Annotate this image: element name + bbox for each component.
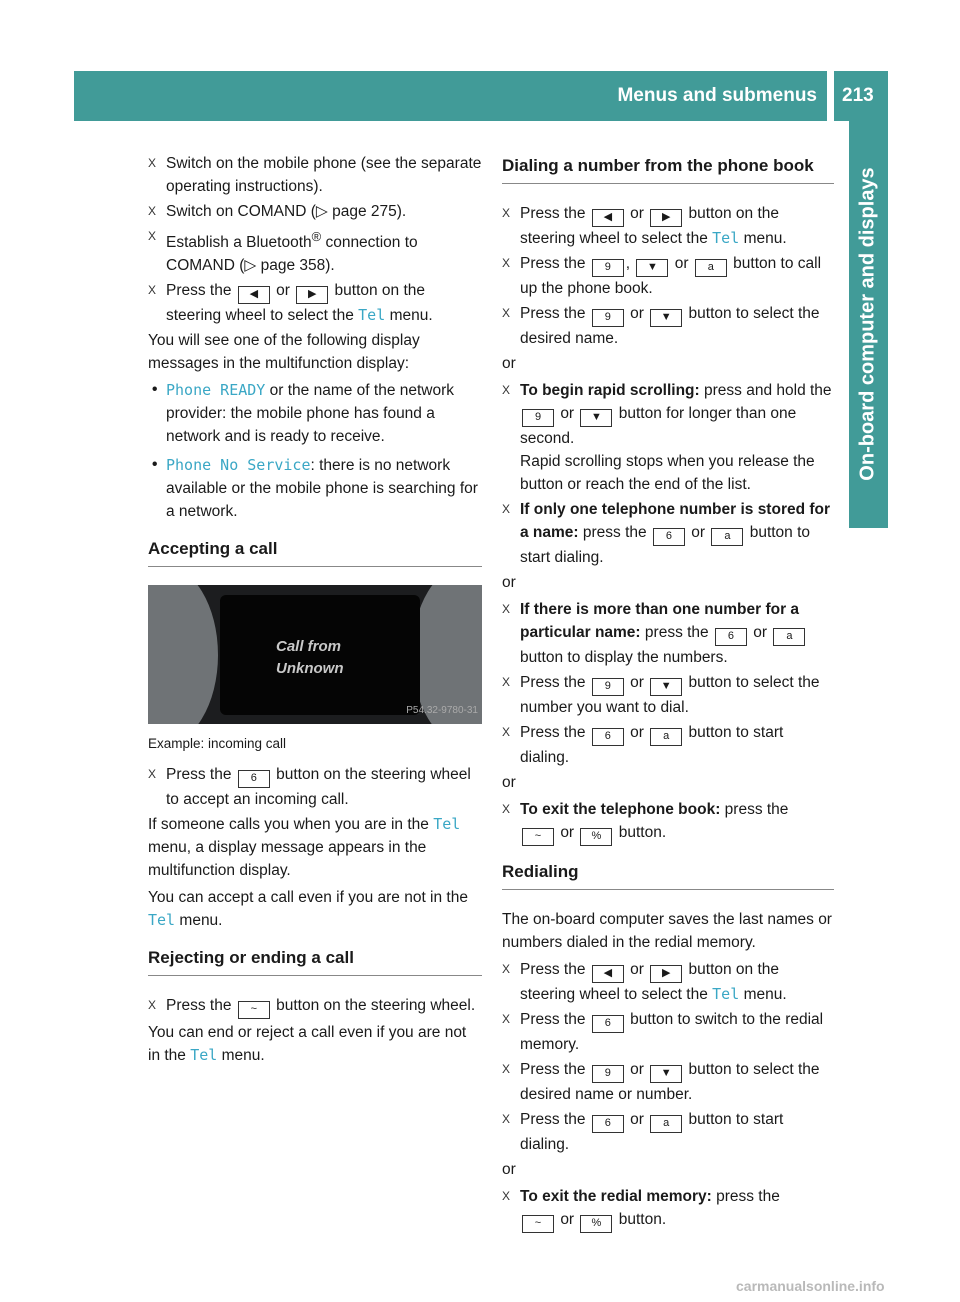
phone-button-icon: 6 (592, 728, 624, 746)
step-open-phone-book: X Press the 9 , ▼ or a button to call up the phone book. (502, 252, 834, 300)
back-button-icon: % (580, 828, 612, 846)
right-column (502, 152, 834, 1235)
step-one-number: X If only one telephone number is stored for a name: press the 6 or a button to start dialing. (502, 498, 834, 569)
back-button-icon: % (580, 1215, 612, 1233)
display-caller: Unknown (276, 660, 344, 678)
side-tab-label: On-board computer and displays (856, 167, 879, 481)
step-rapid-scrolling: X To begin rapid scrolling: press and hold the 9 or ▼ button for longer than one second. Rapid scrolling stops when you release the button or reach the end of the list. (502, 379, 834, 496)
left-arrow-button-icon: ◀ (592, 209, 624, 227)
down-button-icon: ▼ (650, 678, 682, 696)
bullet-phone-no-service: • Phone No Service: there is no network available or the mobile phone is searching for a network. (152, 456, 478, 521)
heading-rejecting-call: Rejecting or ending a call (148, 946, 482, 976)
step-marker-icon: X (502, 962, 511, 976)
step-reject-call: X Press the ~ button on the steering wheel. (148, 994, 482, 1019)
up-button-icon: 9 (522, 409, 554, 427)
phone-button-icon: 6 (715, 628, 747, 646)
step-select-tel-redial: X Press the ◀ or ▶ button on the steering wheel to select the Tel menu. (502, 958, 834, 1006)
step-accept-call: X Press the 6 button on the steering wheel to accept an incoming call. (148, 763, 482, 811)
down-button-icon: ▼ (636, 259, 668, 277)
phone-button-icon: 6 (592, 1115, 624, 1133)
up-button-icon: 9 (592, 1065, 624, 1083)
step-multiple-numbers: X If there is more than one number for a particular name: press the 6 or a button to display the numbers. (502, 598, 834, 669)
step-marker-icon: X (502, 502, 511, 516)
down-button-icon: ▼ (580, 409, 612, 427)
heading-dialing-phone-book: Dialing a number from the phone book (502, 154, 834, 184)
page-number-box (834, 71, 888, 121)
step-marker-icon: X (502, 1112, 511, 1126)
step-marker-icon: X (502, 802, 511, 816)
step-marker-icon: X (502, 206, 511, 220)
or-text: or (502, 774, 516, 791)
end-call-button-icon: ~ (522, 1215, 554, 1233)
step-select-tel: X Press the ◀ or ▶ button on the steering wheel to select the Tel menu. (148, 279, 482, 327)
step-marker-icon: X (502, 306, 511, 320)
down-button-icon: ▼ (650, 1065, 682, 1083)
ok-button-icon: a (773, 628, 805, 646)
step-switch-on-phone: X Switch on the mobile phone (see the separate operating instructions). (148, 152, 482, 198)
heading-accepting-call: Accepting a call (148, 537, 482, 567)
step-marker-icon: X (148, 283, 157, 298)
page-number: 213 (842, 85, 874, 106)
section-title: Menus and submenus (617, 85, 817, 106)
display-call-from: Call from (276, 638, 342, 656)
ok-button-icon: a (695, 259, 727, 277)
step-start-dialing: X Press the 6 or a button to start dialing. (502, 721, 834, 769)
step-marker-icon: X (148, 229, 157, 243)
step-bluetooth: X Establish a Bluetooth® connection to COMAND (▷ page 358). (148, 225, 482, 277)
left-arrow-button-icon: ◀ (592, 965, 624, 983)
ok-button-icon: a (650, 1115, 682, 1133)
paragraph-incoming-call: If someone calls you when you are in the Tel menu, a display message appears in the multifunction display. (148, 815, 461, 880)
right-arrow-button-icon: ▶ (650, 209, 682, 227)
step-marker-icon: X (502, 383, 511, 397)
down-button-icon: ▼ (650, 309, 682, 327)
right-arrow-button-icon: ▶ (296, 286, 328, 304)
step-exit-phone-book: X To exit the telephone book: press the ~ or % button. (502, 798, 834, 846)
step-marker-icon: X (502, 602, 511, 616)
step-marker-icon: X (502, 675, 511, 689)
incoming-call-image (148, 585, 482, 724)
step-select-tel: X Press the ◀ or ▶ button on the steering wheel to select the Tel menu. (502, 202, 834, 250)
left-column (148, 152, 482, 1071)
step-select-number: X Press the 9 or ▼ button to select the number you want to dial. (502, 671, 834, 719)
phone-button-icon: 6 (238, 770, 270, 788)
right-arrow-button-icon: ▶ (650, 965, 682, 983)
tel-menu-label: Tel (358, 306, 386, 325)
or-text: or (502, 574, 516, 591)
step-select-name: X Press the 9 or ▼ button to select the desired name. (502, 302, 834, 350)
or-text: or (502, 1161, 516, 1178)
step-marker-icon: X (148, 767, 157, 782)
step-switch-redial: X Press the 6 button to switch to the redial memory. (502, 1008, 834, 1056)
header-bar (74, 71, 827, 121)
step-marker-icon: X (148, 156, 157, 170)
ok-button-icon: a (711, 528, 743, 546)
image-code: P54.32-9780-31 (406, 705, 478, 717)
step-exit-redial: X To exit the redial memory: press the ~ or % button. (502, 1185, 834, 1233)
step-switch-on-comand: X Switch on COMAND (▷ page 275). (148, 200, 482, 223)
paragraph-redial-memory: The on-board computer saves the last names or numbers dialed in the redial memory. (502, 911, 832, 951)
display-message: Phone READY (166, 381, 266, 400)
step-marker-icon: X (502, 1062, 511, 1076)
end-call-button-icon: ~ (238, 1001, 270, 1019)
step-start-dialing-redial: X Press the 6 or a button to start dialing. (502, 1108, 834, 1156)
up-button-icon: 9 (592, 259, 624, 277)
phone-button-icon: 6 (592, 1015, 624, 1033)
ok-button-icon: a (650, 728, 682, 746)
step-marker-icon: X (148, 998, 157, 1013)
step-marker-icon: X (502, 725, 511, 739)
side-tab (849, 121, 888, 528)
step-marker-icon: X (502, 1012, 511, 1026)
or-text: or (502, 355, 516, 372)
paragraph-accept-anywhere: You can accept a call even if you are not in the Tel menu. (148, 889, 468, 930)
step-select-redial-entry: X Press the 9 or ▼ button to select the desired name or number. (502, 1058, 834, 1106)
step-marker-icon: X (502, 1189, 511, 1203)
watermark: carmanualsonline.info (736, 1278, 885, 1294)
paragraph-reject-anywhere: You can end or reject a call even if you are not in the Tel menu. (148, 1024, 467, 1065)
heading-redialing: Redialing (502, 860, 834, 890)
phone-button-icon: 6 (653, 528, 685, 546)
display-message: Phone No Service (166, 456, 311, 475)
step-marker-icon: X (148, 204, 157, 218)
step-marker-icon: X (502, 256, 511, 270)
paragraph-display-messages: You will see one of the following display messages in the multifunction display: (148, 332, 420, 373)
bullet-phone-ready: • Phone READY or the name of the network provider: the mobile phone has found a network and is ready to receive. (152, 381, 455, 446)
left-arrow-button-icon: ◀ (238, 286, 270, 304)
up-button-icon: 9 (592, 678, 624, 696)
end-call-button-icon: ~ (522, 828, 554, 846)
up-button-icon: 9 (592, 309, 624, 327)
image-caption: Example: incoming call (148, 736, 287, 752)
